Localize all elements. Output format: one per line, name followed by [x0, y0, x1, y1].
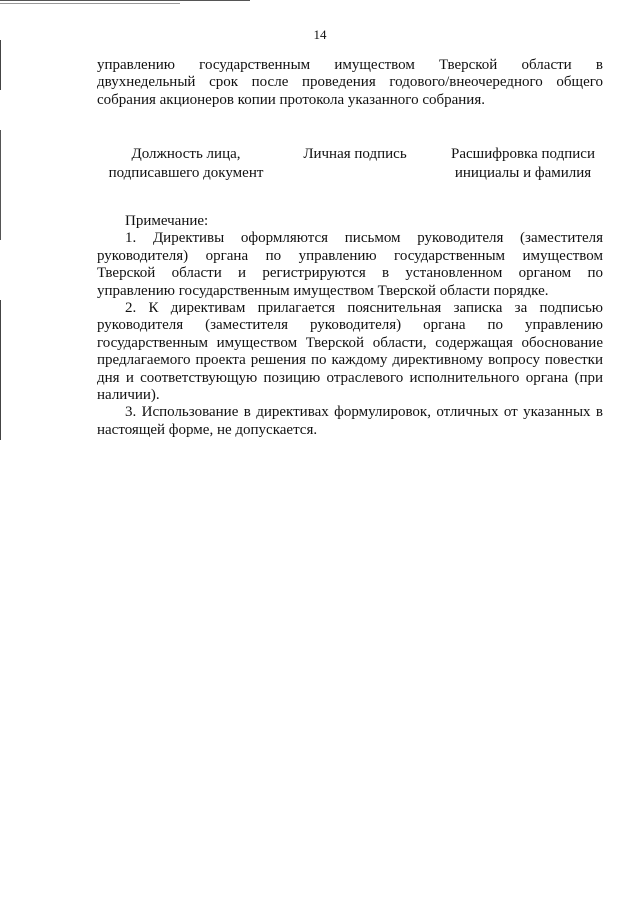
signature-label: Личная подпись [303, 146, 407, 162]
signature-column [296, 145, 414, 164]
text-line: настоящей форме, не допускается. [97, 421, 318, 438]
text-line: дня и соответствующую позицию отраслевого исполнительного органа (при [97, 369, 603, 386]
scan-edge [0, 0, 250, 1]
text-line: руководителя) органа по управлению государственным имуществом [97, 247, 603, 264]
signature-decode-label: инициалы и фамилия [454, 165, 592, 181]
signature-position-label: подписавшего документ [108, 165, 264, 181]
text-line: руководителя (заместителя руководителя) органа по управлению [97, 317, 603, 334]
page-number: 14 [313, 27, 327, 42]
notes-section [97, 213, 603, 439]
signature-decode-column [440, 145, 606, 183]
scan-edge [0, 40, 1, 540]
text-line: государственным имуществом Тверской области, содержащая обоснование [97, 334, 603, 351]
text-line: управлению государственным имуществом Тверской области порядке. [97, 282, 549, 299]
note-item [97, 300, 603, 404]
notes-title: Примечание: [125, 213, 209, 229]
text-line: собрания акционеров копии протокола указанного собрания. [97, 91, 485, 108]
scan-edge [0, 3, 180, 4]
note-item [97, 230, 603, 300]
text-line: предлагаемого проекта решения по каждому директивному вопросу повестки [97, 352, 603, 369]
text-line: двухнедельный срок после проведения годового/внеочередного общего [97, 74, 603, 91]
text-line: 3. Использование в директивах формулировок, отличных от указанных в [125, 404, 603, 421]
text-line: Тверской области и регистрируются в установленном органом по [97, 265, 603, 282]
signature-position-label: Должность лица, [131, 146, 241, 162]
text-line: 2. К директивам прилагается пояснительная записка за подписью [125, 300, 603, 317]
note-item [97, 404, 603, 439]
signature-position-column [98, 145, 274, 183]
intro-paragraph [97, 57, 603, 109]
text-line: управлению государственным имуществом Тверской области в [97, 57, 603, 73]
signature-decode-label: Расшифровка подписи [451, 146, 595, 162]
text-line: 1. Директивы оформляются письмом руководителя (заместителя [125, 230, 603, 247]
text-line: наличии). [97, 387, 160, 404]
